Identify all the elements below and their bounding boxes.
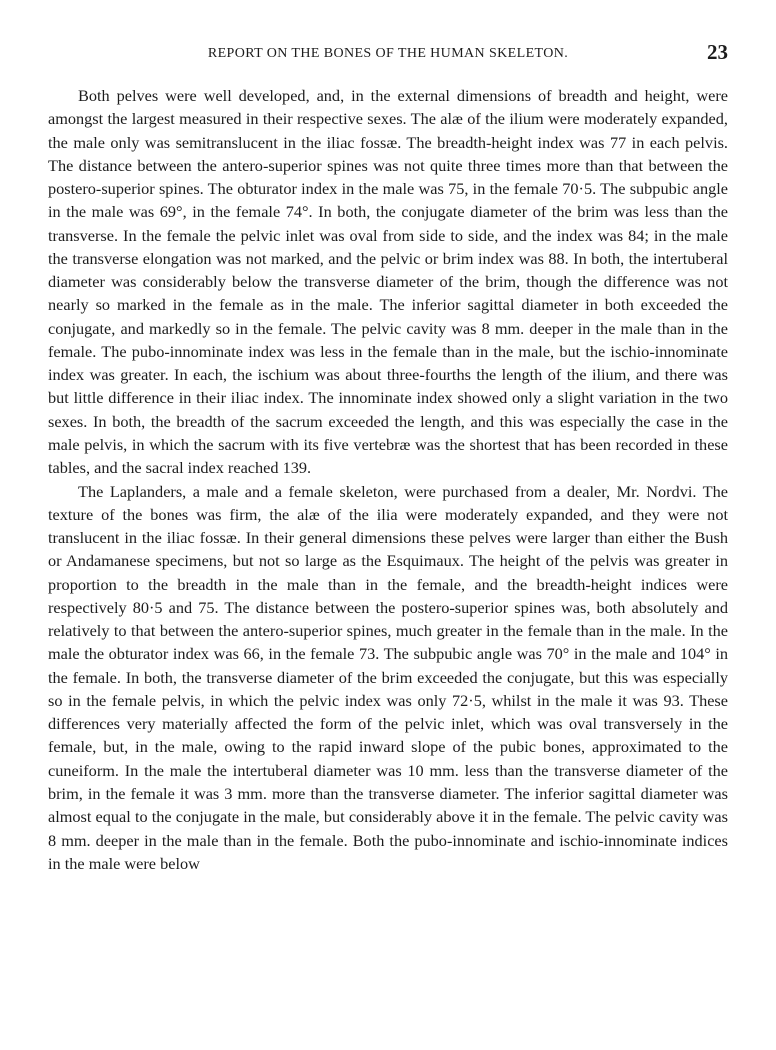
paragraph-laplanders: The Laplanders, a male and a female skeleton, were purchased from a dealer, Mr. Nordvi. The texture of the bones was firm, the alæ of the ilia were moderately expanded, and they were not translucent in the iliac fossæ. In their general dimensions these pelves were larger than either the Bush or Andamanese specimens, but not so large as the Esquimaux. The height of the pelvis was greater in proportion to the breadth in the male than in the female, and the breadth-height indices were respectively 80·5 and 75. The distance between the postero-superior spines was, both absolutely and relatively to that between the antero-superior spines, much greater in the female than in the male. In the male the obturator index was 66, in the female 73. The subpubic angle was 70° in the male and 104° in the female. In both, the transverse diameter of the brim exceeded the conjugate, but this was especially so in the female pelvis, in which the pelvic index was only 72·5, whilst in the male it was 93. These differences very materially affected the form of the pelvic inlet, which was oval transversely in the female, but, in the male, owing to the rapid inward slope of the pubic bones, approximated to the cuneiform. In the male the intertuberal diameter was 10 mm. less than the transverse diameter of the brim, in the female it was 3 mm. more than the transverse diameter. The inferior sagittal diameter was almost equal to the conjugate in the male, but considerably above it in the female. The pelvic cavity was 8 mm. deeper in the male than in the female. Both the pubo-innominate and ischio-innominate indices in the male were below — [48, 481, 728, 873]
running-head — [48, 40, 728, 70]
page-number: 23 — [707, 40, 728, 64]
body-text — [48, 84, 728, 875]
running-title: REPORT ON THE BONES OF THE HUMAN SKELETON. — [207, 46, 569, 61]
paragraph-pelves-description: Both pelves were well developed, and, in the external dimensions of breadth and height, were amongst the largest measured in their respective sexes. The alæ of the ilium were moderately expanded, the male only was semitranslucent in the iliac fossæ. The breadth-height index was 77 in each pelvis. The distance between the antero-superior spines was not quite three times more than that between the postero-superior spines. The obturator index in the male was 75, in the female 70·5. The subpubic angle in the male was 69°, in the female 74°. In both, the conjugate diameter of the brim was less than the transverse. In the female the pelvic inlet was oval from side to side, and the index was 84; in the male the transverse elongation was not marked, and the pelvic or brim index was 88. In both, the intertuberal diameter was considerably below the transverse diameter of the brim, though the difference was not nearly so marked in the female as in the male. The inferior sagittal diameter in both exceeded the conjugate, and markedly so in the female. The pelvic cavity was 8 mm. deeper in the male than in the female. The pubo-innominate index was less in the female than in the male, but the ischio-innominate index was greater. In each, the ischium was about three-fourths the length of the ilium, and there was but little difference in their iliac index. The innominate index showed only a slight variation in the two sexes. In both, the breadth of the sacrum exceeded the length, and this was especially the case in the male pelvis, in which the sacrum with its five vertebræ was the shortest that has been recorded in these tables, and the sacral index reached 139. — [48, 86, 728, 478]
